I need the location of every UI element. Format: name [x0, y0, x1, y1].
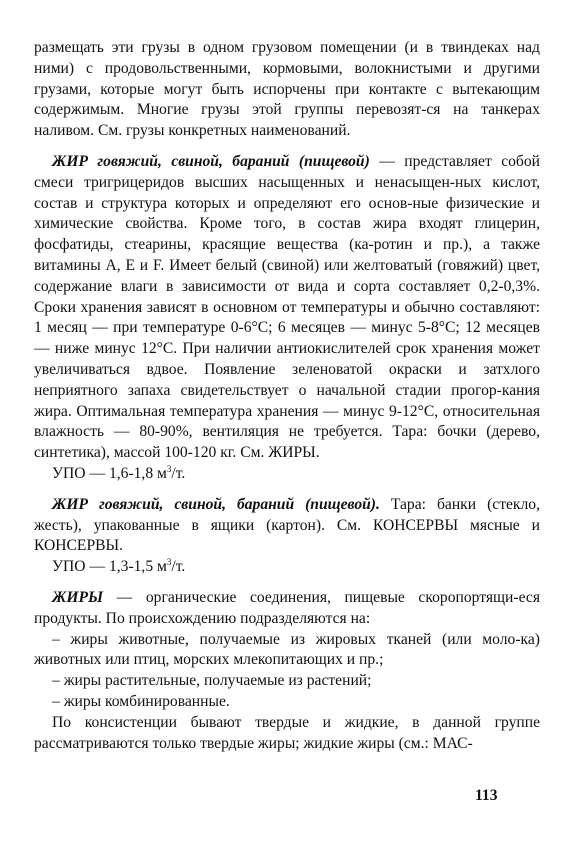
upo-value: УПО — 1,6-1,8 м — [52, 464, 167, 482]
upo-superscript: 3 — [166, 556, 172, 567]
entry-term: ЖИР говяжий, свиной, бараний (пищевой). — [52, 495, 380, 513]
entry-fat-canned — [34, 495, 540, 557]
entry-term: ЖИР говяжий, свиной, бараний (пищевой) — [52, 152, 370, 170]
upo-superscript: 3 — [166, 463, 172, 474]
entry-body: — представляет собой смеси тригрицеридов высших насыщенных и ненасыщен-ных кислот, состав и структура которых и определяют его основ-ные физические и химические свойства. Кроме того, в состав жира входят глицерин, фосфатиды, стеарины, красящие вещества (ка-ротин и пр.), а также витамины А, Е и F. Имеет белый (свиной) или желтоватый (говяжий) цвет, содержание влаги в зависимости от вида и сорта составляет 0,2-0,3%. Сроки хранения зависят в основном от температуры и обычно составляют: 1 месяц — при температуре 0-6°С; 6 месяцев — минус 5-8°С; 12 месяцев — ниже минус 12°С. При наличии антиокислителей срок хранения может увеличиваться вдвое. Появление зеленоватой окраски и затхлого неприятного запаха свидетельствует о начальной стадии прогор-кания жира. Оптимальная температура хранения — минус 9-12°С, относительная влажность — 80-90%, вентиляция не требуется. Тара: бочки (дерево, синтетика), массой 100-120 кг. См. ЖИРЫ. — [34, 152, 540, 462]
entry-body: — органические соединения, пищевые скоропортящи-еся продукты. По происхождению подразделяются на: — [34, 588, 540, 627]
upo-value: УПО — 1,3-1,5 м — [52, 558, 167, 576]
entry-term: ЖИРЫ — [52, 588, 104, 606]
page-number: 113 — [475, 787, 498, 804]
list-item: – жиры животные, получаемые из жировых тканей (или моло-ка) животных или птиц, морских млекопитающих и пр.; — [34, 630, 540, 669]
paragraph-consistency: По консистенции бывают твердые и жидкие, в данной группе рассматриваются только твердые жиры; жидкие жиры (см.: МАС- — [34, 713, 540, 752]
entry-body: Тара: банки (стекло, жесть), упакованные в ящики (картон). См. КОНСЕРВЫ мясные и КОНСЕРВЫ. — [34, 495, 540, 555]
list-item: – жиры растительные, получаемые из растений; — [52, 672, 372, 690]
upo-unit: /т. — [171, 558, 186, 576]
entry-fat-edible — [34, 152, 540, 464]
list-item: – жиры комбинированные. — [52, 692, 230, 710]
page-body — [34, 38, 540, 754]
entry-upo — [34, 557, 540, 578]
upo-unit: /т. — [171, 464, 186, 482]
entry-upo — [34, 464, 540, 485]
paragraph-intro: размещать эти грузы в одном грузовом помещении (и в твиндеках над ними) с продовольственными, кормовыми, волокнистыми и другими грузами, которые могут быть испорчены при контакте с вытекающим содержимым. Многие грузы этой группы перевозят-ся на танкерах наливом. См. грузы конкретных наименований. — [34, 39, 540, 140]
entry-fats — [34, 588, 540, 630]
